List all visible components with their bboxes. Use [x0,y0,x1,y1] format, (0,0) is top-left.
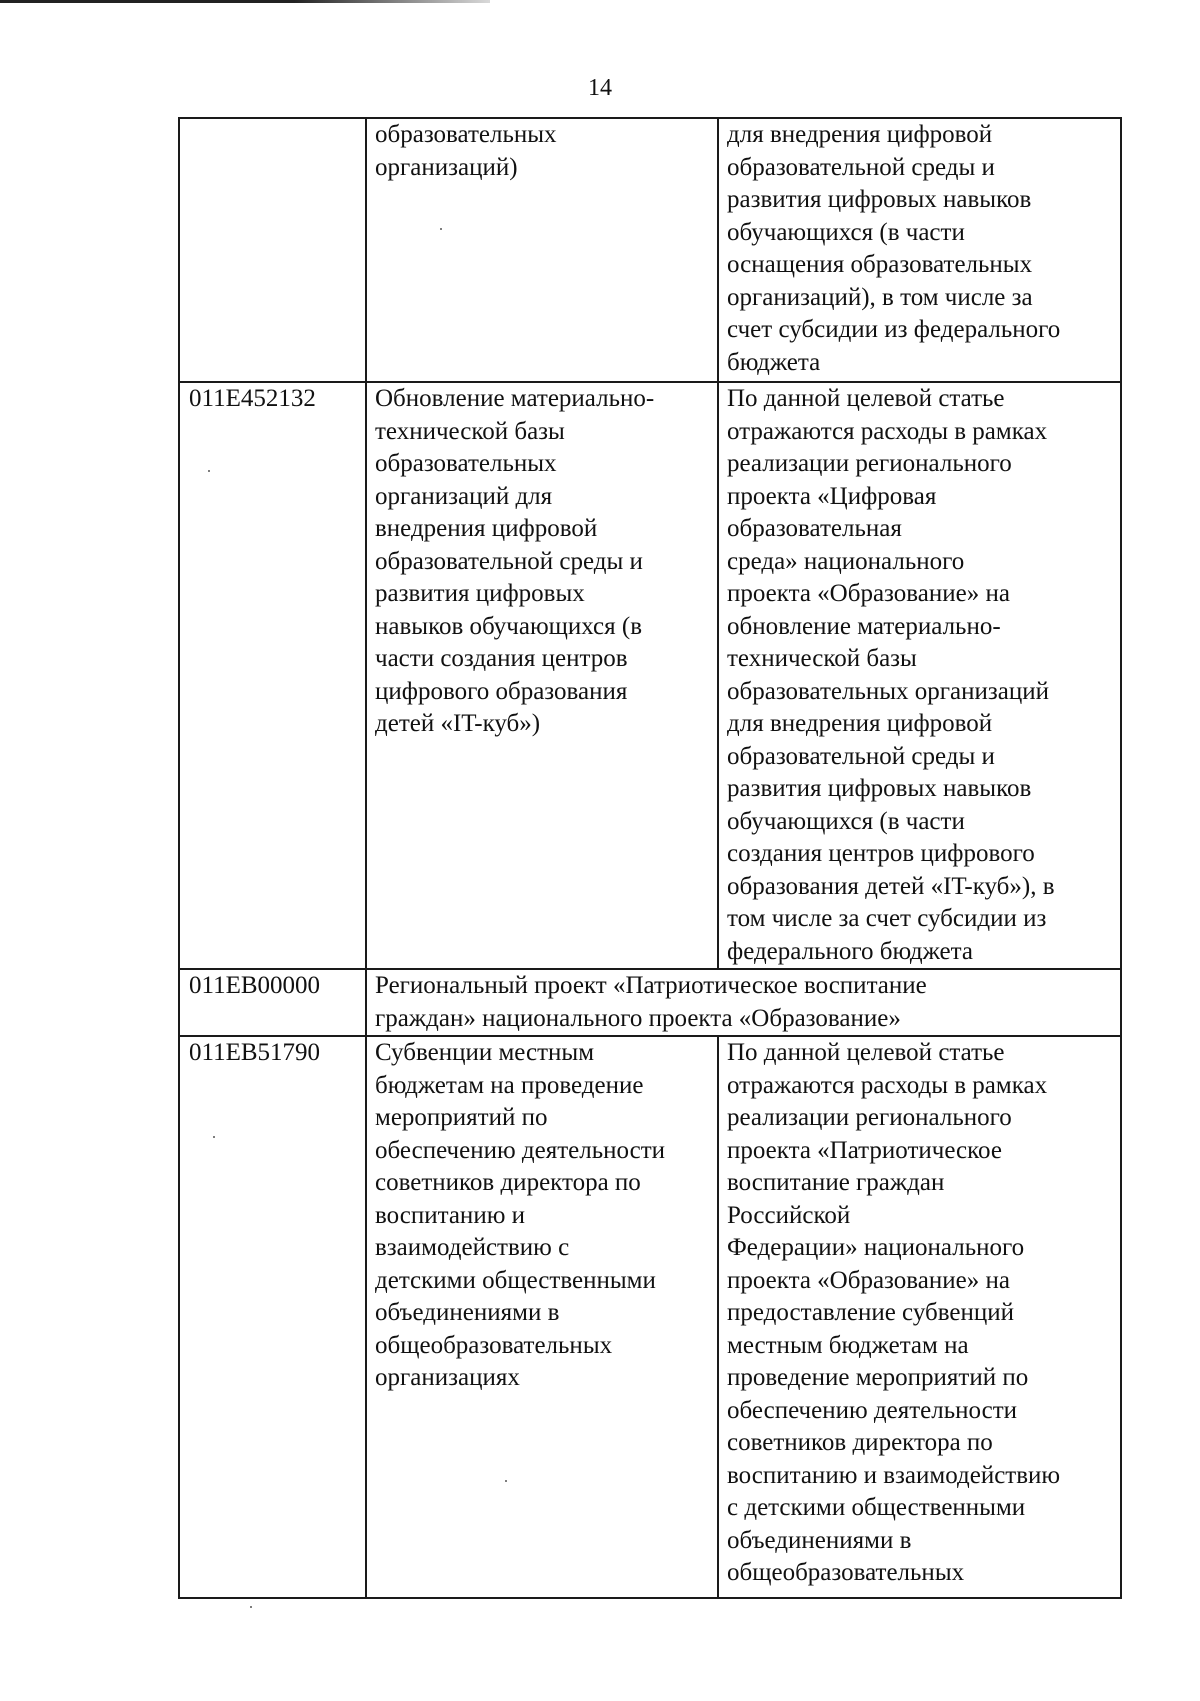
target-article-code: 011EB00000 [179,969,366,1036]
target-article-description: для внедрения цифровой образовательной среды и развития цифровых навыков обучающихся (в части оснащения образовательных организаций), в том числе за счет субсидии из федерального бюджета [718,118,1121,382]
scan-speck [250,1606,252,1608]
table-row [179,1036,1121,1598]
target-article-name: Обновление материально- технической базы образовательных организаций для внедрения цифровой образовательной среды и развития цифровых навыков обучающихся (в части создания центров цифрового образования детей «IT-куб») [366,382,718,969]
scan-speck [505,1480,507,1482]
regional-project-title: Региональный проект «Патриотическое воспитание граждан» национального проекта «Образование» [366,969,1121,1036]
target-article-code: 011E452132 [179,382,366,969]
table-row [179,118,1121,382]
table-row [179,382,1121,969]
target-article-description: По данной целевой статье отражаются расходы в рамках реализации регионального проекта «Цифровая образовательная среда» национального проекта «Образование» на обновление материально- технической базы образовательных организаций для внедрения цифровой образовательной среды и развития цифровых навыков обучающихся (в части создания центров цифрового образования детей «IT-куб»), в том числе за счет субсидии из федерального бюджета [718,382,1121,969]
page-number: 14 [588,75,612,101]
target-article-description: По данной целевой статье отражаются расходы в рамках реализации регионального проекта «Патриотическое воспитание граждан Российской Федерации» национального проекта «Образование» на предоставление субвенций местным бюджетам на проведение мероприятий по обеспечению деятельности советников директора по воспитанию и взаимодействию с детскими общественными объединениями в общеобразовательных [718,1036,1121,1598]
scan-speck [208,470,210,472]
budget-classification-table [178,117,1122,1599]
scan-speck [440,228,442,230]
scan-edge-line [0,0,490,3]
target-article-name: образовательных организаций) [366,118,718,382]
target-article-name: Субвенции местным бюджетам на проведение мероприятий по обеспечению деятельности советников директора по воспитанию и взаимодействию с детскими общественными объединениями в общеобразовательных организациях [366,1036,718,1598]
scan-speck [213,1136,215,1138]
target-article-code: 011EB51790 [179,1036,366,1598]
target-article-code [179,118,366,382]
table-row [179,969,1121,1036]
